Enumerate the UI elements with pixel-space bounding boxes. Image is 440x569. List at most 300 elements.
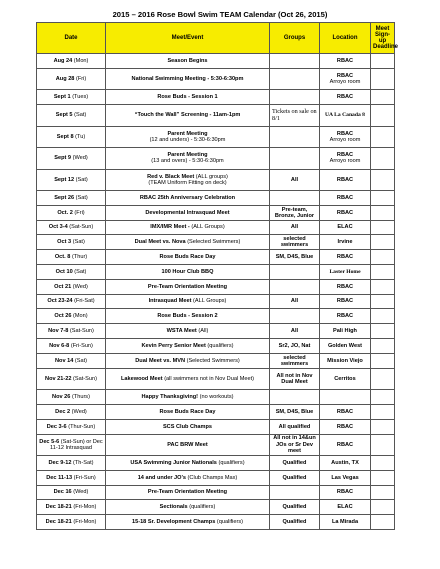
deadline-cell (371, 324, 395, 339)
location-cell (320, 515, 371, 530)
table-row (37, 220, 395, 235)
table-row (37, 353, 395, 368)
location-name: RBAC (336, 489, 354, 496)
meet-name: Developmental Intrasquad Meet (145, 209, 230, 216)
location-cell (320, 470, 371, 485)
header-meet: Meet/Event (106, 23, 270, 54)
table-row (37, 339, 395, 354)
location-cell (320, 148, 371, 170)
date-qualifier: (Sat) (74, 268, 87, 275)
date-qualifier: (Sat-Sun) (69, 328, 94, 335)
deadline-cell (371, 169, 395, 191)
date-qualifier: (Fri-Mon) (73, 519, 97, 526)
date-cell (37, 169, 106, 191)
location-cell (320, 294, 371, 309)
meet-cell (106, 90, 270, 105)
date-main: Oct 26 (54, 313, 72, 320)
location-name: RBAC (336, 194, 354, 201)
date-main: Dec 2 (55, 408, 71, 415)
table-row (37, 500, 395, 515)
table-row (37, 265, 395, 280)
meet-cell (106, 353, 270, 368)
date-qualifier: (Thurs) (71, 393, 90, 400)
date-main: Dec 3-6 (46, 423, 67, 430)
date-cell (37, 235, 106, 250)
table-row (37, 404, 395, 419)
table-row (37, 148, 395, 170)
meet-cell (106, 500, 270, 515)
date-main: Sept 1 (53, 94, 71, 101)
header-row (37, 23, 395, 54)
date-cell (37, 470, 106, 485)
meet-name: Intrasquad Meet (148, 298, 192, 305)
deadline-cell (371, 105, 395, 127)
location-name: Mission Viejo (327, 357, 363, 364)
meet-name: PAC BRW Meet (167, 441, 208, 448)
meet-name: Parent Meeting (167, 152, 208, 159)
location-cell (320, 220, 371, 235)
date-cell (37, 404, 106, 419)
location-name: RBAC (336, 441, 354, 448)
location-room: Arroyo room (329, 136, 361, 143)
location-name: La Mirada (331, 519, 359, 526)
date-main: Sept 8 (56, 133, 74, 140)
meet-cell (106, 485, 270, 500)
meet-cell (106, 324, 270, 339)
date-main: Dec 9-12 (48, 459, 72, 466)
location-cell (320, 485, 371, 500)
location-name: ELAC (337, 504, 353, 511)
header-deadline: Meet Sign-up Deadline (371, 23, 395, 54)
meet-cell (106, 368, 270, 390)
date-cell (37, 90, 106, 105)
groups-cell: Qualified (270, 470, 320, 485)
deadline-cell (371, 500, 395, 515)
meet-note: (qualifiers) (189, 504, 216, 511)
location-cell (320, 419, 371, 434)
location-name: RBAC (336, 423, 354, 430)
groups-cell (270, 54, 320, 69)
date-cell (37, 250, 106, 265)
location-cell (320, 279, 371, 294)
date-cell (37, 148, 106, 170)
location-name: RBAC (336, 298, 354, 305)
deadline-cell (371, 515, 395, 530)
location-name: Las Vegas (331, 474, 359, 481)
deadline-cell (371, 235, 395, 250)
date-qualifier: (Mon) (73, 57, 89, 64)
deadline-cell (371, 265, 395, 280)
meet-cell (106, 470, 270, 485)
date-cell (37, 220, 106, 235)
table-row (37, 485, 395, 500)
groups-cell (270, 390, 320, 405)
meet-note: (ALL Groups) (191, 224, 225, 231)
date-cell (37, 105, 106, 127)
location-cell (320, 105, 371, 127)
meet-cell (106, 404, 270, 419)
date-cell (37, 205, 106, 220)
date-main: Nov 14 (54, 357, 74, 364)
meet-cell (106, 309, 270, 324)
deadline-cell (371, 294, 395, 309)
table-row (37, 279, 395, 294)
meet-note: (Club Champs Max) (187, 474, 238, 481)
date-main: Aug 28 (55, 75, 75, 82)
location-room: Arroyo room (329, 79, 361, 86)
page-title: 2015 – 2016 Rose Bowl Swim TEAM Calendar (Oct 26, 2015) (112, 10, 328, 19)
table-row (37, 470, 395, 485)
date-cell (37, 515, 106, 530)
date-main: Oct. 2 (57, 209, 73, 216)
location-cell (320, 368, 371, 390)
date-qualifier: (Thur-Sun) (68, 423, 96, 430)
date-qualifier: (Wed) (71, 408, 87, 415)
deadline-cell (371, 368, 395, 390)
date-qualifier: (Thur) (71, 254, 88, 261)
location-cell (320, 191, 371, 206)
table-row (37, 191, 395, 206)
deadline-cell (371, 404, 395, 419)
date-main: Nov 6-8 (49, 342, 70, 349)
date-main: Oct. 8 (54, 254, 71, 261)
table-row (37, 515, 395, 530)
location-cell (320, 404, 371, 419)
table-row (37, 456, 395, 471)
location-name: ELAC (337, 224, 353, 231)
meet-cell (106, 265, 270, 280)
date-qualifier: (Sat-Sun) or Dec 11-12 Intrasquad (50, 438, 103, 451)
meet-name: Pre-Team Orientation Meeting (147, 489, 228, 496)
groups-cell: Sr2, JO, Nat (270, 339, 320, 354)
date-qualifier: (Sat) (74, 357, 88, 364)
location-name: Golden West (327, 342, 363, 349)
table-row (37, 169, 395, 191)
meet-cell (106, 250, 270, 265)
location-cell (320, 265, 371, 280)
deadline-cell (371, 126, 395, 148)
meet-name: Lakewood Meet (120, 375, 163, 382)
location-cell (320, 54, 371, 69)
date-qualifier: (Wed) (72, 155, 88, 162)
table-row (37, 68, 395, 90)
date-cell (37, 265, 106, 280)
groups-cell (270, 90, 320, 105)
date-qualifier: (Sat) (75, 194, 88, 201)
groups-cell: All not in 14&un JOs or Sr Dev meet (270, 434, 320, 456)
table-row (37, 250, 395, 265)
meet-note: (no workouts) (199, 393, 234, 400)
location-name: Irvine (337, 239, 353, 246)
deadline-cell (371, 191, 395, 206)
date-qualifier: (Mon) (73, 313, 88, 320)
meet-cell (106, 419, 270, 434)
meet-name: “Touch the Wall” Screening - 11am-1pm (134, 112, 241, 119)
meet-note: (qualifiers) (207, 342, 234, 349)
location-cell (320, 68, 371, 90)
deadline-cell (371, 90, 395, 105)
meet-cell (106, 205, 270, 220)
date-cell (37, 294, 106, 309)
location-name: RBAC (336, 254, 354, 261)
date-qualifier: (Tues) (72, 94, 89, 101)
groups-cell: Qualified (270, 500, 320, 515)
meet-cell (106, 169, 270, 191)
groups-cell: SM, D4S, Blue (270, 250, 320, 265)
table-row (37, 434, 395, 456)
date-cell (37, 339, 106, 354)
meet-name: WSTA Meet (166, 328, 197, 335)
meet-note: (Selected Swimmers) (186, 357, 240, 364)
meet-detail: (TEAM Uniform Fitting on deck) (148, 179, 227, 186)
meet-cell (106, 68, 270, 90)
meet-cell (106, 339, 270, 354)
meet-cell (106, 235, 270, 250)
groups-cell: All qualified (270, 419, 320, 434)
table-row (37, 294, 395, 309)
meet-cell (106, 126, 270, 148)
groups-cell (270, 309, 320, 324)
meet-cell (106, 434, 270, 456)
date-main: Dec 18-21 (45, 519, 72, 526)
location-cell (320, 339, 371, 354)
location-name: RBAC (336, 176, 354, 183)
groups-cell (270, 485, 320, 500)
location-name: RBAC (336, 313, 354, 320)
date-cell (37, 54, 106, 69)
location-name: RBAC (336, 408, 354, 415)
deadline-cell (371, 470, 395, 485)
location-name: Austin, TX (331, 459, 359, 466)
date-qualifier: (Sat-Sun) (69, 224, 94, 231)
location-cell (320, 390, 371, 405)
deadline-cell (371, 434, 395, 456)
meet-name: Pre-Team Orientation Meeting (147, 283, 228, 290)
groups-cell: Pre-team, Bronze, Junior (270, 205, 320, 220)
meet-name: Kevin Perry Senior Meet (141, 342, 206, 349)
date-cell (37, 434, 106, 456)
meet-note: (Selected Swimmers) (187, 239, 241, 246)
table-row (37, 105, 395, 127)
meet-name: Happy Thanksgiving! (141, 393, 199, 400)
date-qualifier: (Sat) (74, 112, 87, 119)
meet-cell (106, 105, 270, 127)
date-qualifier: (Wed) (73, 489, 89, 496)
date-main: Sept 26 (54, 194, 75, 201)
date-main: Dec 11-13 (46, 474, 73, 481)
date-main: Aug 24 (53, 57, 73, 64)
date-cell (37, 390, 106, 405)
table-row (37, 368, 395, 390)
table-row (37, 390, 395, 405)
meet-name: Rose Buds - Session 2 (157, 313, 218, 320)
deadline-cell (371, 250, 395, 265)
meet-cell (106, 456, 270, 471)
deadline-cell (371, 279, 395, 294)
location-name: RBAC (336, 130, 354, 137)
meet-name: Sectionals (159, 504, 188, 511)
location-name: RBAC (336, 94, 354, 101)
meet-cell (106, 220, 270, 235)
date-cell (37, 500, 106, 515)
date-qualifier: (Fri-Sat) (74, 298, 95, 305)
date-main: Sept 9 (54, 155, 72, 162)
meet-name: Rose Buds Race Day (159, 254, 216, 261)
meet-name: Parent Meeting (167, 130, 208, 137)
groups-cell: selected swimmers (270, 235, 320, 250)
date-qualifier: (Fri-Sun) (70, 342, 93, 349)
meet-name: Dual Meet vs. MVN (135, 357, 186, 364)
table-row (37, 205, 395, 220)
meet-name: RBAC 25th Anniversary Celebration (139, 194, 236, 201)
meet-name: Rose Buds Race Day (159, 408, 216, 415)
location-cell (320, 90, 371, 105)
date-qualifier: (Fri-Sun) (73, 474, 96, 481)
meet-note: (qualifiers) (216, 519, 243, 526)
location-cell (320, 309, 371, 324)
groups-cell: All (270, 220, 320, 235)
groups-cell (270, 279, 320, 294)
meet-cell (106, 54, 270, 69)
meet-detail: (12 and unders) - 5:30-6:30pm (149, 136, 226, 143)
groups-cell (270, 265, 320, 280)
groups-cell: All (270, 294, 320, 309)
meet-note: (all swimmers not in Nov Dual Meet) (164, 375, 255, 382)
date-main: Dec 18-21 (45, 504, 72, 511)
deadline-cell (371, 220, 395, 235)
date-main: Oct 3 (57, 239, 72, 246)
table-row (37, 235, 395, 250)
meet-name: 14 and under JO’s (137, 474, 186, 481)
location-name: Pali High (333, 328, 357, 335)
date-cell (37, 279, 106, 294)
date-cell (37, 126, 106, 148)
groups-cell: All (270, 169, 320, 191)
table-row (37, 90, 395, 105)
date-main: Nov 21-22 (45, 375, 72, 382)
location-cell (320, 434, 371, 456)
location-cell (320, 205, 371, 220)
groups-cell: All not in Nov Dual Meet (270, 368, 320, 390)
date-qualifier: (Sat) (72, 239, 85, 246)
meet-note: (All) (198, 328, 209, 335)
date-cell (37, 309, 106, 324)
meet-cell (106, 191, 270, 206)
location-name: RBAC (336, 209, 354, 216)
deadline-cell (371, 419, 395, 434)
date-qualifier: (Fri-Mon) (73, 504, 97, 511)
groups-cell: Qualified (270, 515, 320, 530)
date-main: Nov 26 (52, 393, 71, 400)
date-cell (37, 485, 106, 500)
meet-cell (106, 294, 270, 309)
date-main: Nov 7-8 (48, 328, 69, 335)
groups-cell: All (270, 324, 320, 339)
location-cell (320, 500, 371, 515)
date-cell (37, 368, 106, 390)
table-row (37, 126, 395, 148)
date-main: Oct 3-4 (48, 224, 68, 231)
meet-cell (106, 148, 270, 170)
location-cell (320, 169, 371, 191)
header-groups: Groups (270, 23, 320, 54)
date-cell (37, 419, 106, 434)
meet-note: (qualifiers) (218, 459, 245, 466)
date-main: Sept 5 (55, 112, 73, 119)
date-main: Dec 5-6 (39, 438, 60, 445)
date-main: Sept 12 (54, 176, 75, 183)
table-row (37, 54, 395, 69)
meet-name: 15-18 Sr. Development Champs (131, 519, 216, 526)
date-cell (37, 324, 106, 339)
location-cell (320, 324, 371, 339)
meet-name: Season Begins (167, 57, 208, 64)
calendar-body (37, 54, 395, 530)
date-main: Oct 21 (54, 283, 72, 290)
location-name: RBAC (336, 283, 354, 290)
date-qualifier: (Sat-Sun) (73, 375, 97, 382)
date-qualifier: (Fri) (74, 209, 85, 216)
location-name: RBAC (336, 57, 354, 64)
date-main: Oct 10 (55, 268, 73, 275)
header-location: Location (320, 23, 371, 54)
date-qualifier: (Sat) (75, 176, 88, 183)
location-room: Arroyo room (329, 158, 361, 165)
groups-cell (270, 148, 320, 170)
location-cell (320, 235, 371, 250)
meet-cell (106, 279, 270, 294)
groups-cell: Qualified (270, 456, 320, 471)
meet-name: SCS Club Champs (162, 423, 213, 430)
deadline-cell (371, 309, 395, 324)
date-cell (37, 353, 106, 368)
groups-cell: selected swimmers (270, 353, 320, 368)
deadline-cell (371, 68, 395, 90)
meet-cell (106, 515, 270, 530)
deadline-cell (371, 148, 395, 170)
location-cell (320, 250, 371, 265)
meet-name: Rose Buds - Session 1 (157, 94, 218, 101)
deadline-cell (371, 456, 395, 471)
date-cell (37, 191, 106, 206)
meet-name: Dual Meet vs. Nova (134, 239, 186, 246)
deadline-cell (371, 339, 395, 354)
meet-name: National Swimming Meeting - 5:30-6:30pm (131, 75, 244, 82)
deadline-cell (371, 54, 395, 69)
meet-name: Red v. Black Meet (147, 173, 195, 180)
location-name: RBAC (336, 152, 354, 159)
date-qualifier: (Tu) (75, 133, 86, 140)
deadline-cell (371, 485, 395, 500)
date-qualifier: (Wed) (72, 283, 88, 290)
location-cell (320, 126, 371, 148)
groups-cell (270, 191, 320, 206)
location-name: Laster Home (329, 268, 361, 275)
date-cell (37, 68, 106, 90)
location-name: RBAC (336, 72, 354, 79)
date-main: Dec 16 (53, 489, 72, 496)
deadline-cell (371, 353, 395, 368)
groups-cell (270, 68, 320, 90)
location-name: Cerritos (334, 375, 356, 382)
table-row (37, 309, 395, 324)
meet-name: USA Swimming Junior Nationals (130, 459, 217, 466)
groups-cell: SM, D4S, Blue (270, 404, 320, 419)
deadline-cell (371, 390, 395, 405)
meet-cell (106, 390, 270, 405)
date-qualifier: (Th-Sat) (73, 459, 94, 466)
groups-cell (270, 126, 320, 148)
